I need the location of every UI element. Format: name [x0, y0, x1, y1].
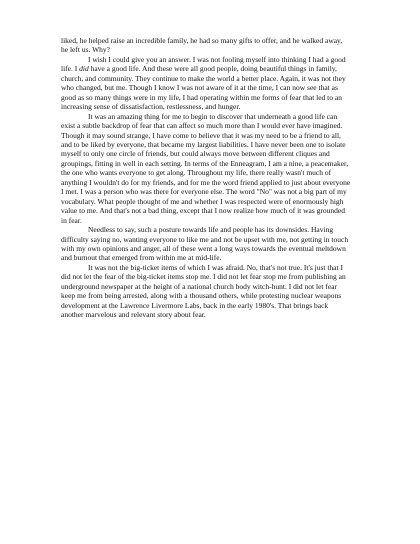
- paragraph: [61, 36, 351, 55]
- body-text: [61, 36, 351, 320]
- text-segment: It was an amazing thing for me to begin to discover that underneath a good life can exist a subtle backdrop of fear that can affect so much more than I would ever have imagined. Though it may sound strange, I have come to believe that it was my need to be a friend to all, and to be liked by everyone, that became my largest liabilities. I have never been one to isolate myself to only one circle of friends, but could always move between different cliques and groupings, fitting in well in each setting. In terms of the Enneagram, I am a nine, a peacemaker, the one who wants everyone to get along. Throughout my life, there really wasn't much of anything I wouldn't do for my friends, and for me the word friend applied to just about everyone I met. I was a person who was there for everyone else. The word "No" was not a big part of my vocabulary. What people thought of me and whether I was respected were of enormously high value to me. And that's not a bad thing, except that I now realize how much of it was grounded in fear.: [61, 111, 351, 225]
- text-segment: have a good life. And these were all good people, doing beautiful things in family, church, and community. They continue to make the world a better place. Again, it was not they who changed, but me. Though I know I was not aware of it at the time, I can now see that as good as so many things were in my life, I had operating within me forms of fear that led to an increasing sense of dissatisfaction, restlessness, and hunger.: [61, 64, 346, 112]
- text-segment: liked, he helped raise an incredible family, he had so many gifts to offer, and he walked away, he left us. Why?: [61, 36, 343, 55]
- emphasis-text: did: [79, 64, 89, 74]
- paragraph: [61, 263, 351, 320]
- text-segment: Needless to say, such a posture towards life and people has its downsides. Having difficulty saying no, wanting everyone to like me and not be upset with me, not getting in touch with my own opinions and anger, all of these went a long ways towards the eventual meltdown and burnout that emerged from within me at mid-life.: [61, 225, 349, 263]
- paragraph: [61, 225, 351, 263]
- text-segment: It was not the big-ticket items of which I was afraid. No, that's not true. It's just that I did not let the fear of the big-ticket items stop me. I did not let fear stop me from publishing an underground newspaper at the height of a national church body witch-hunt. I did not let fear keep me from being arrested, along with a thousand others, while protesting nuclear weapons development at the Lawrence Livermore Labs, back in the early 1980's. That brings back another marvelous and relevant story about fear.: [61, 262, 346, 320]
- text-segment: I wish I could give you an answer. I was not fooling myself into thinking I had a good life. I: [61, 54, 346, 74]
- paragraph: [61, 112, 351, 225]
- paragraph: [61, 55, 351, 112]
